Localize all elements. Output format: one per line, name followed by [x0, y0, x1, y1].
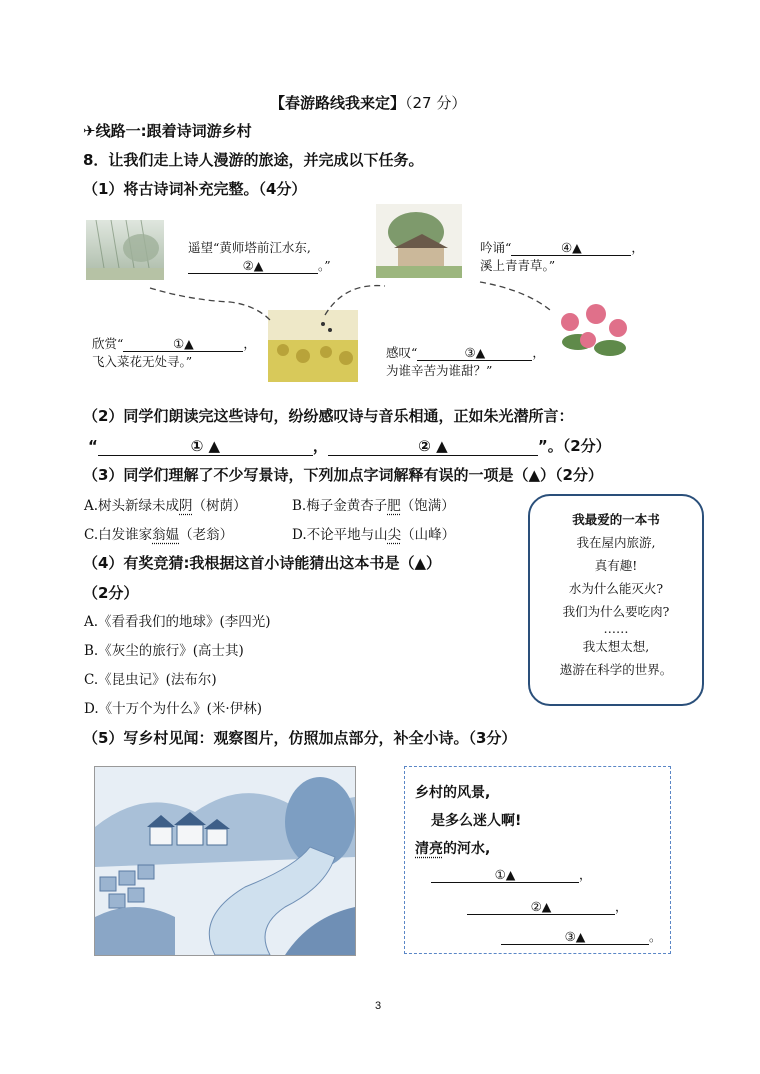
poem-line-1: 乡村的风景,	[415, 785, 491, 801]
village-landscape-image	[94, 766, 356, 956]
poem-blank-3[interactable]: ③▲	[501, 929, 649, 945]
blank-q2-1[interactable]: ① ▲	[98, 437, 313, 456]
village-poem-box	[404, 766, 671, 954]
poem-blank-line-2: ②▲ ，	[467, 897, 628, 915]
airplane-icon: ✈	[83, 122, 96, 140]
poem-blank-1[interactable]: ①▲	[431, 867, 579, 883]
poem-line-2: 是多么迷人啊!	[431, 813, 522, 829]
q4-option-a[interactable]: A.《看看我们的地球》(李四光)	[84, 614, 271, 630]
poem-blank-line-3: ③▲ 。	[501, 927, 662, 945]
q4-option-d[interactable]: D.《十万个为什么》(米·伊林)	[84, 701, 262, 717]
question-8-4: （4）有奖竞猜:我根据这首小诗能猜出这本书是（▲）	[83, 554, 441, 572]
poem-3-text: 感叹“ ③▲ ， 为谁辛苦为谁甜？”	[386, 345, 545, 378]
poem-2-text: 遥望“黄师塔前江水东, ②▲ 。”	[188, 240, 331, 273]
q4-option-c[interactable]: C.《昆虫记》(法布尔)	[84, 672, 217, 688]
favorite-line: 我们为什么要吃肉?	[562, 604, 670, 619]
q3-option-c[interactable]: C.白发谁家翁媪（老翁）	[84, 527, 234, 543]
favorite-line: 我太想太想,	[582, 639, 650, 654]
q4-option-b[interactable]: B.《灰尘的旅行》(高士其)	[84, 643, 244, 659]
poem-line-3: 清亮的河水,	[415, 841, 491, 857]
question-8-5: （5）写乡村见闻：观察图片，仿照加点部分，补全小诗。（3分）	[83, 729, 517, 747]
favorite-line: ……	[603, 621, 629, 636]
favorite-line: 真有趣!	[594, 558, 638, 573]
route-line: ✈线路一:跟着诗词游乡村	[83, 122, 252, 140]
section-title: 【春游路线我来定】（27 分）	[270, 94, 467, 112]
favorite-line: 水为什么能灭火?	[568, 581, 664, 596]
q3-option-b[interactable]: B.梅子金黄杏子肥（饱满）	[292, 498, 455, 514]
blank-3[interactable]: ③▲	[417, 345, 532, 361]
question-8: 8．让我们走上诗人漫游的旅途，并完成以下任务。	[83, 151, 424, 169]
question-8-3: （3）同学们理解了不少写景诗，下列加点字词解释有误的一项是（▲）（2分）	[83, 466, 603, 484]
poem-4-text: 吟诵“ ④▲ ， 溪上青青草。”	[480, 240, 644, 273]
blank-1[interactable]: ①▲	[123, 336, 243, 352]
poem-blank-2[interactable]: ②▲	[467, 899, 615, 915]
question-8-1: （1）将古诗词补充完整。（4分）	[83, 180, 307, 198]
favorite-line: 我在屋内旅游,	[576, 535, 656, 550]
poem-blank-line-1: ①▲ ，	[431, 865, 592, 883]
blank-4[interactable]: ④▲	[511, 240, 631, 256]
question-8-2-blanks: “ ① ▲ ， ② ▲ ”。（2分）	[88, 437, 611, 455]
favorite-line: 遨游在科学的世界。	[559, 662, 673, 677]
q3-option-a[interactable]: A.树头新绿未成阴（树荫）	[84, 498, 247, 514]
poem-1-text: 欣赏“ ①▲ ， 飞入菜花无处寻。”	[92, 336, 256, 369]
favorite-book-poem-box	[528, 494, 704, 706]
blank-q2-2[interactable]: ② ▲	[328, 437, 538, 456]
page-number: 3	[375, 1000, 382, 1012]
question-8-2: （2）同学们朗读完这些诗句，纷纷感叹诗与音乐相通，正如朱光潜所言：	[83, 407, 574, 425]
blank-2[interactable]: ②▲	[188, 258, 318, 274]
question-8-4-score: （2分）	[83, 584, 139, 602]
q3-option-d[interactable]: D.不论平地与山尖（山峰）	[292, 527, 456, 543]
favorite-book-title: 我最爱的一本书	[572, 512, 660, 527]
